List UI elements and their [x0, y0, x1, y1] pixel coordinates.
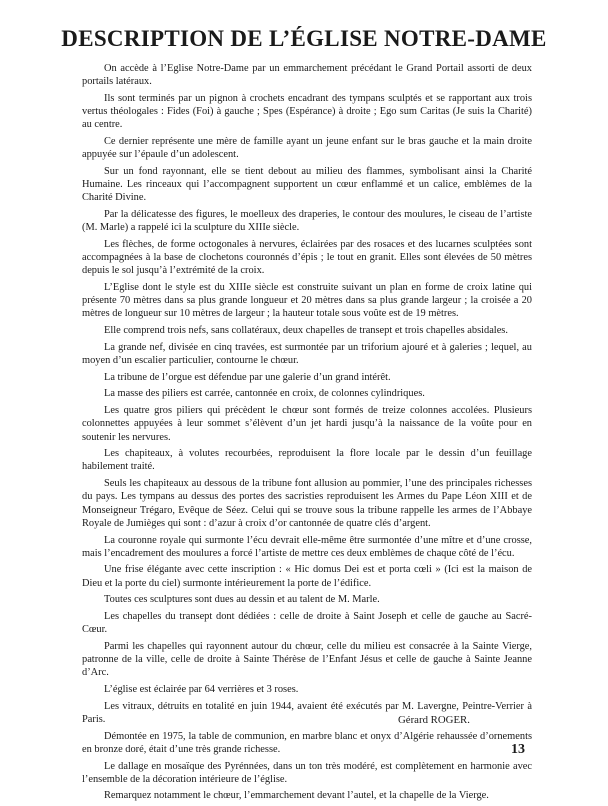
body-text: [82, 62, 532, 806]
paragraph: Elle comprend trois nefs, sans collatéraux, deux chapelles de transept et trois chapelles absidales.: [104, 325, 508, 337]
paragraph: L’église est éclairée par 64 verrières et 3 roses.: [104, 684, 299, 696]
paragraph: Sur un fond rayonnant, elle se tient debout au milieu des flammes, symbolisant ainsi la Charité Humaine. Les rinceaux qui l’accompagnent supportent un cœur enflammé et un calice, emblèmes de la Charité Divine.: [82, 165, 532, 204]
author-signature: Gérard ROGER.: [398, 714, 470, 726]
paragraph: Seuls les chapiteaux au dessous de la tribune font allusion au pommier, l’une des principales richesses du pays. Les tympans au dessus des portes des sacristies reproduisent les Armes du Pape Léon XIII et de Monseigneur Trégaro, Evêque de Séez. Celui qui se trouve sous la tribune rappelle les armes de l’Abbaye Royale de Jumièges qui sont : d’azur à croix d’or cantonnée de quatre clés d’argent.: [82, 478, 532, 529]
paragraph: Ils sont terminés par un pignon à crochets encadrant des tympans sculptés et se rapportant aux trois vertus théologales : Fides (Foi) à gauche ; Spes (Espérance) à droite ; Ego sum Caritas (Je suis la Charité) au centre.: [82, 92, 532, 131]
paragraph: Les flèches, de forme octogonales à nervures, éclairées par des rosaces et des lucarnes sculptées sont accompagnées à la base de clochetons couronnés d’épis ; le tout en granit. Elles sont élevées de 50 mètres depuis le sol jusqu’à l’extrémité de la croix.: [82, 238, 532, 277]
paragraph: Par la délicatesse des figures, le moelleux des draperies, le contour des moulures, le ciseau de l’artiste (M. Marle) a rappelé ici la sculpture du XIIIe siècle.: [82, 209, 532, 234]
paragraph: Parmi les chapelles qui rayonnent autour du chœur, celle du milieu est consacrée à la Sainte Vierge, patronne de la ville, celle de droite à Sainte Thérèse de l’Enfant Jésus et celle de gauche à Sainte Jeanne d’Arc.: [82, 640, 532, 679]
paragraph: La tribune de l’orgue est défendue par une galerie d’un grand intérêt.: [104, 371, 391, 383]
page-number: 13: [511, 742, 525, 757]
page-title: DESCRIPTION DE L’ÉGLISE NOTRE-DAME: [61, 26, 547, 51]
paragraph: On accède à l’Eglise Notre-Dame par un emmarchement précédant le Grand Portail assorti de deux portails latéraux.: [82, 63, 532, 88]
paragraph: La masse des piliers est carrée, cantonnée en croix, de colonnes cylindriques.: [104, 388, 425, 400]
paragraph: La grande nef, divisée en cinq travées, est surmontée par un triforium ajouré et à galeries ; lequel, au moyen d’un escalier particulier, contourne le chœur.: [82, 341, 532, 367]
paragraph: Démontée en 1975, la table de communion, en marbre blanc et onyx d’Algérie rehaussée d’ornements en bronze doré, était d’une très grande richesse.: [82, 730, 532, 755]
paragraph: Les chapiteaux, à volutes recourbées, reproduisent la flore locale par le dessin d’un feuillage habilement traité.: [82, 448, 532, 473]
paragraph: Une frise élégante avec cette inscription : « Hic domus Dei est et porta cœli » (Ici est la maison de Dieu et la porte du ciel) surmonte intérieurement la porte de l’édifice.: [82, 564, 532, 589]
paragraph: Le dallage en mosaïque des Pyrénnées, dans un ton très modéré, est complètement en harmonie avec l’ensemble de la décoration intérieure de l’église.: [82, 760, 532, 785]
paragraph: L’Eglise dont le style est du XIIIe siècle est construite suivant un plan en forme de croix latine qui présente 70 mètres dans sa plus grande longueur et 20 mètres dans sa plus grande largeur ; la croisée a 20 mètres de longueur sur 10 mètres de largeur ; la hauteur totale sous voûte est de 19 mètres.: [82, 282, 532, 320]
paragraph: La couronne royale qui surmonte l’écu devrait elle-même être surmontée d’une mître et d’une crosse, mais l’encadrement des moulures a forcé l’artiste de mettre ces deux emblèmes de chaque côté de l’écu.: [82, 534, 532, 559]
paragraph: Les vitraux, détruits en totalité en juin 1944, avaient été exécutés par M. Lavergne, Peintre-Verrier à Paris.: [82, 700, 532, 725]
paragraph: Remarquez notamment le chœur, l’emmarchement devant l’autel, et la chapelle de la Vierge.: [104, 790, 489, 802]
paragraph: Ce dernier représente une mère de famille ayant un jeune enfant sur le bras gauche et la main droite appuyée sur l’épaule d’un adolescent.: [82, 136, 532, 161]
paragraph: Les quatre gros piliers qui précèdent le chœur sont formés de treize colonnes accolées. Plusieurs colonnettes appuyées à leur sommet s’élèvent d’un jet hardi jusqu’à la naissance de la voûte pour en soutenir les nervures.: [82, 405, 532, 443]
paragraph: Toutes ces sculptures sont dues au dessin et au talent de M. Marle.: [104, 594, 380, 606]
paragraph: Les chapelles du transept dont dédiées : celle de droite à Saint Joseph et celle de gauche au Sacré-Cœur.: [82, 611, 532, 636]
